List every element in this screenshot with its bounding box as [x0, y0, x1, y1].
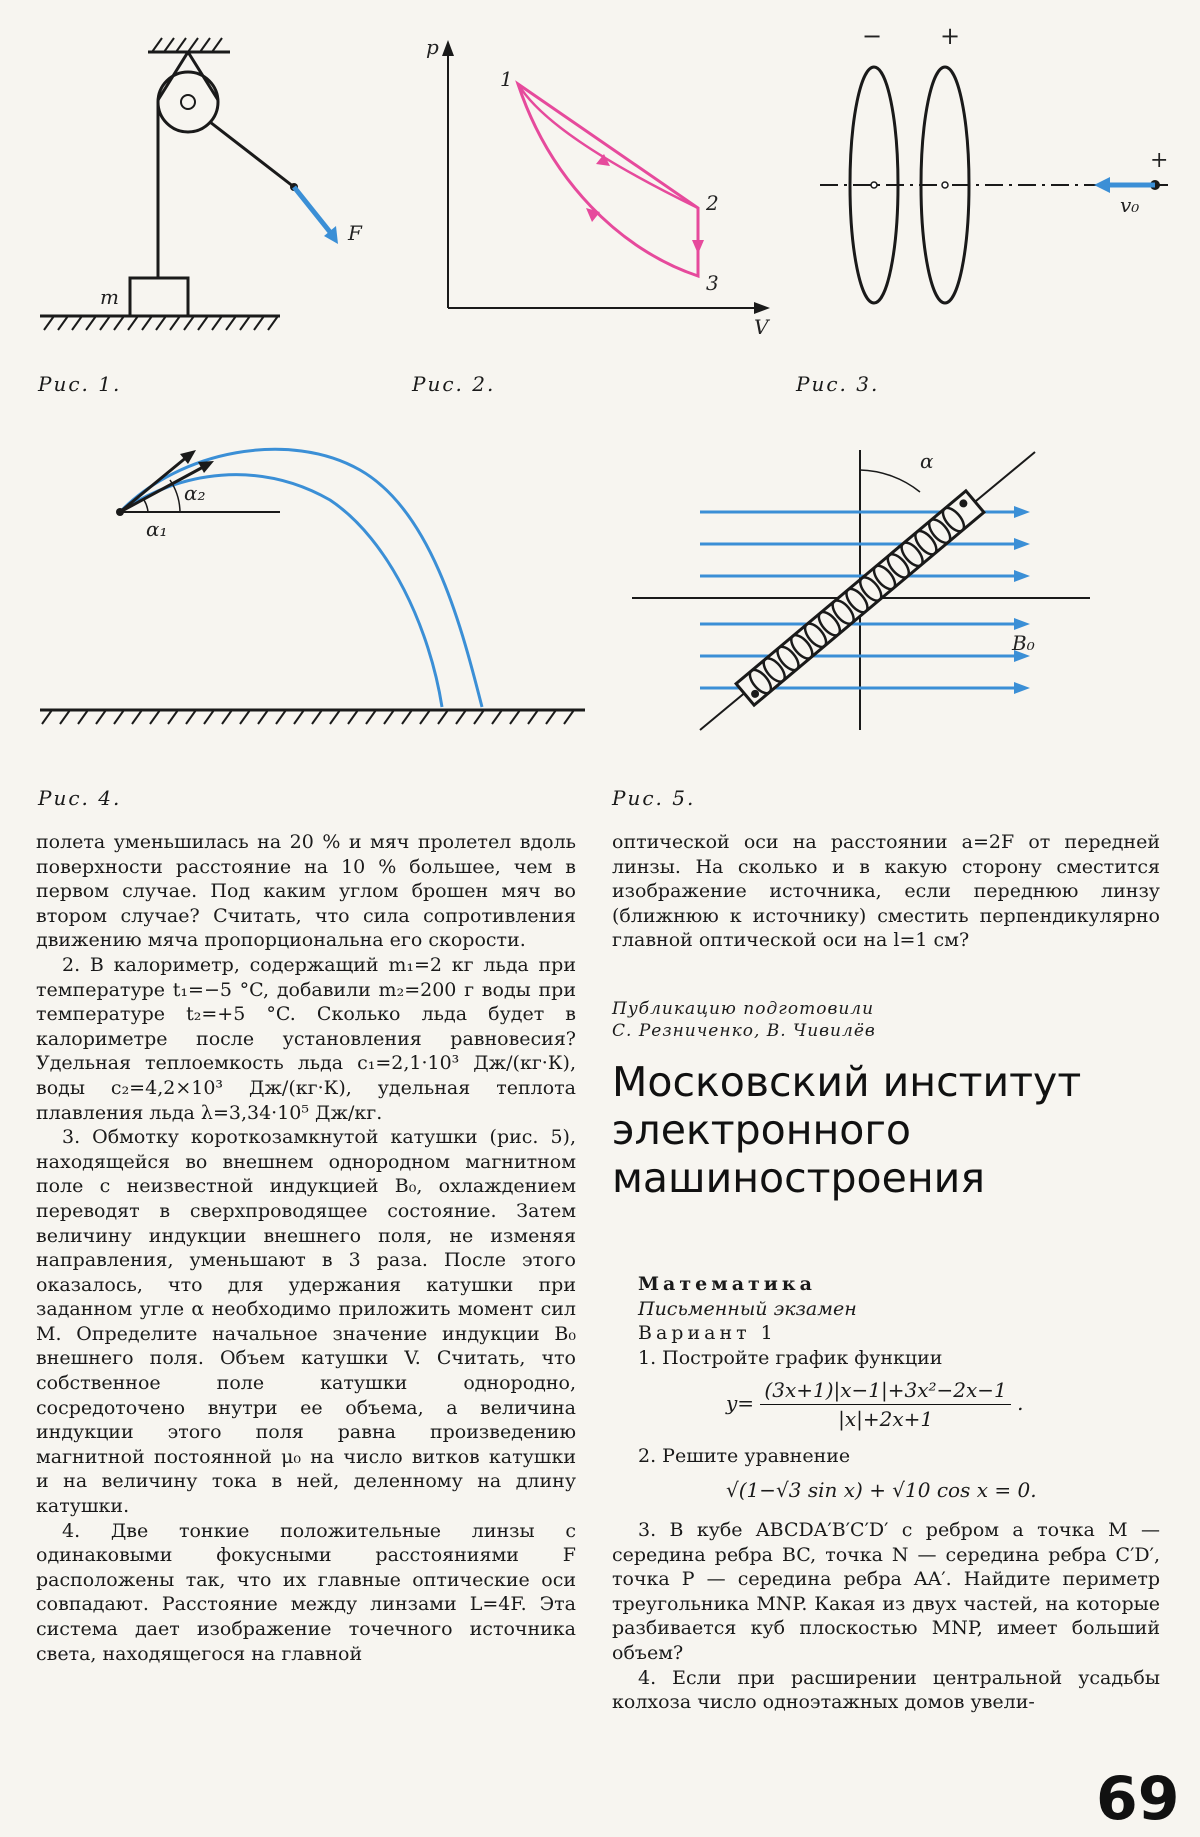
task-3: 3. В кубе ABCDA′B′C′D′ с ребром a точка M — середина ребра BC, точка N — середина ребра C′D′, точка P — середина ребра AA′. Найдите периметр треугольника MNP. Какая из двух частей, на которые разбивается куб плоскостью MNP, имеет больший объем?	[612, 1519, 1160, 1664]
v0-label: v₀	[1120, 193, 1140, 217]
point-2: 2	[706, 191, 719, 215]
minus-label: −	[862, 22, 883, 50]
alpha2-label: α₂	[184, 481, 206, 505]
right-column-top	[612, 830, 1160, 953]
equation-2: √(1−√3 sin x) + √10 cos x = 0.	[726, 1478, 1037, 1502]
formula-numerator: (3x+1)|x−1|+3x²−2x−1	[760, 1378, 1010, 1405]
heading-line3: машиностроения	[612, 1154, 985, 1202]
math-section	[638, 1272, 1160, 1370]
caption-fig1: Рис. 1.	[38, 372, 122, 396]
alpha-label: α	[920, 449, 934, 473]
mass-block	[130, 278, 188, 316]
exam-type: Письменный экзамен	[638, 1297, 857, 1320]
problem-3: 3. Обмотку короткозамкнутой катушки (рис. 5), находящейся во внешнем однородном магнитном поле с неизвестной индукцией B₀, охлаждением переводят в сверхпроводящее состояние. Затем величину индукции внешнего поля, не изменяя направления, уменьшают в 3 раза. После этого оказалось, что для удержания катушки при заданном угле α необходимо приложить момент сил M. Определите начальное значение индукции B₀ внешнего поля. Объем катушки V. Считать, что собственное поле катушки однородно, сосредоточено внутри ее объема, а величина индукции этого поля равна произведению магнитной постоянной μ₀ на число витков катушки и на величину тока в ней, деленному на длину катушки.	[36, 1126, 576, 1518]
caption-fig4: Рис. 4.	[38, 786, 122, 810]
institute-heading	[612, 1058, 1092, 1202]
function-formula: y= $\frac{\text{(3x+1)|x−1|+3x²−2x−1}}{|x|+2x+1}$ .	[726, 1378, 1024, 1431]
alpha1-label: α₁	[146, 517, 168, 541]
page-number: 69	[1096, 1764, 1180, 1834]
math-tasks	[612, 1518, 1160, 1715]
figure-1-pulley	[30, 30, 362, 340]
task-4: 4. Если при расширении центральной усадьбы колхоза число одноэтажных домов увели-	[612, 1666, 1160, 1714]
caption-fig2: Рис. 2.	[412, 372, 496, 396]
b0-label: B₀	[1012, 631, 1035, 655]
point-1: 1	[500, 67, 513, 91]
credit-line1: Публикацию подготовили	[612, 999, 875, 1019]
variant-title: Вариант 1	[638, 1322, 777, 1345]
force-label: F	[348, 221, 362, 245]
paragraph-continued: полета уменьшилась на 20 % и мяч пролетел вдоль поверхности расстояние на 10 % большее, чем в первом случае. Под каким углом брошен мяч во втором случае? Считать, что сила сопротивления движению мяча пропорциональна его скорости.	[36, 831, 576, 952]
p-axis-label: p	[426, 35, 439, 59]
problem-4-continued: оптической оси на расстоянии a=2F от передней линзы. На сколько и в какую сторону сместится изображение источника, если переднюю линзу (ближнюю к источнику) сместить перпендикулярно главной оптической оси на l=1 см?	[612, 831, 1160, 952]
mass-label: m	[100, 285, 119, 309]
pulley	[158, 72, 218, 132]
force-arrow	[294, 187, 334, 237]
figure-3-rings	[810, 20, 1190, 340]
charge-plus: +	[1150, 148, 1169, 173]
left-column	[36, 830, 576, 1666]
caption-fig3: Рис. 3.	[796, 372, 880, 396]
problem-2: 2. В калориметр, содержащий m₁=2 кг льда при температуре t₁=−5 °C, добавили m₂=200 г воды при температуре t₂=+5 °C. Сколько льда будет в калориметре после установления равновесия? Удельная теплоемкость льда c₁=2,1·10³ Дж/(кг·К), воды c₂=4,2×10³ Дж/(кг·К), удельная теплота плавления льда λ=3,34·10⁵ Дж/кг.	[36, 953, 576, 1124]
heading-line1: Московский институт	[612, 1058, 1082, 1106]
caption-fig5: Рис. 5.	[612, 786, 696, 810]
figure-2-pv-diagram	[420, 30, 780, 350]
credit-line2: С. Резниченко, В. Чивилёв	[612, 1021, 876, 1041]
figure-4-trajectories	[30, 430, 590, 740]
formula-denominator: |x|+2x+1	[838, 1407, 934, 1431]
credit	[612, 998, 876, 1042]
plus-label: +	[940, 22, 961, 50]
heading-line2: электронного	[612, 1106, 912, 1154]
point-3: 3	[706, 271, 719, 295]
v-axis-label: V	[754, 315, 769, 339]
task-1: 1. Постройте график функции	[638, 1346, 943, 1369]
subject-title: Математика	[638, 1273, 816, 1295]
formula-lhs: y=	[726, 1391, 755, 1415]
problem-4: 4. Две тонкие положительные линзы с одинаковыми фокусными расстояниями F расположены так, что их главные оптические оси совпадают. Расстояние между линзами L=4F. Эта система дает изображение точечного источника света, находящегося на главной	[36, 1519, 576, 1665]
task-2: 2. Решите уравнение	[638, 1445, 851, 1467]
figure-5-coil	[620, 440, 1100, 740]
task-2-block	[638, 1444, 1160, 1469]
